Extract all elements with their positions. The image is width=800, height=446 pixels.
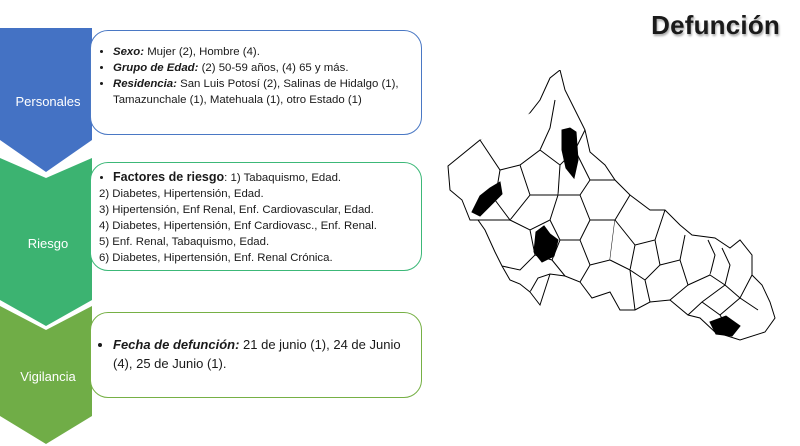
residencia-value: San Luis Potosí (2), Salinas de Hidalgo (1), Tamazunchale (1), Matehuala (1), otro Estado (1) <box>113 78 399 106</box>
chevron-label-vigilancia: Vigilancia <box>20 369 76 384</box>
grupo-edad-label: Grupo de Edad: <box>113 62 199 74</box>
list-item <box>113 76 413 108</box>
fecha-defuncion-value: 21 de junio (1), 24 de Junio (4), 25 de Junio (1). <box>113 337 401 371</box>
personales-list <box>99 44 413 108</box>
sexo-label: Sexo: <box>113 46 145 58</box>
riesgo-line-4: 4) Diabetes, Hipertensión, Enf Cardiovasc., Enf. Renal. <box>99 220 377 232</box>
chevron-label-riesgo: Riesgo <box>27 236 69 251</box>
riesgo-line-2: 2) Diabetes, Hipertensión, Edad. <box>99 188 264 200</box>
riesgo-line-3: 3) Hipertensión, Enf Renal, Enf. Cardiovascular, Edad. <box>99 204 374 216</box>
fecha-defuncion-label: Fecha de defunción: <box>113 337 240 352</box>
riesgo-line-6: 6) Diabetes, Hipertensión, Enf. Renal Crónica. <box>99 252 333 264</box>
residencia-label: Residencia: <box>113 78 177 90</box>
page-title: Defunción <box>651 10 780 40</box>
riesgo-list <box>99 169 413 266</box>
chevron-label-personales: Personales <box>15 94 81 109</box>
riesgo-line-1: : 1) Tabaquismo, Edad. <box>224 172 342 184</box>
vigilancia-list <box>99 335 413 373</box>
riesgo-line-5: 5) Enf. Renal, Tabaquismo, Edad. <box>99 236 270 248</box>
list-item <box>113 44 413 60</box>
list-item <box>99 169 413 266</box>
state-map <box>440 70 780 350</box>
grupo-edad-value: (2) 50-59 años, (4) 65 y más. <box>198 62 349 74</box>
personales-box <box>90 30 422 135</box>
sexo-value: Mujer (2), Hombre (4). <box>144 46 260 58</box>
vigilancia-box <box>90 312 422 398</box>
riesgo-box <box>90 162 422 271</box>
list-item <box>113 60 413 76</box>
list-item <box>113 335 413 373</box>
factores-riesgo-label: Factores de riesgo <box>113 170 225 184</box>
